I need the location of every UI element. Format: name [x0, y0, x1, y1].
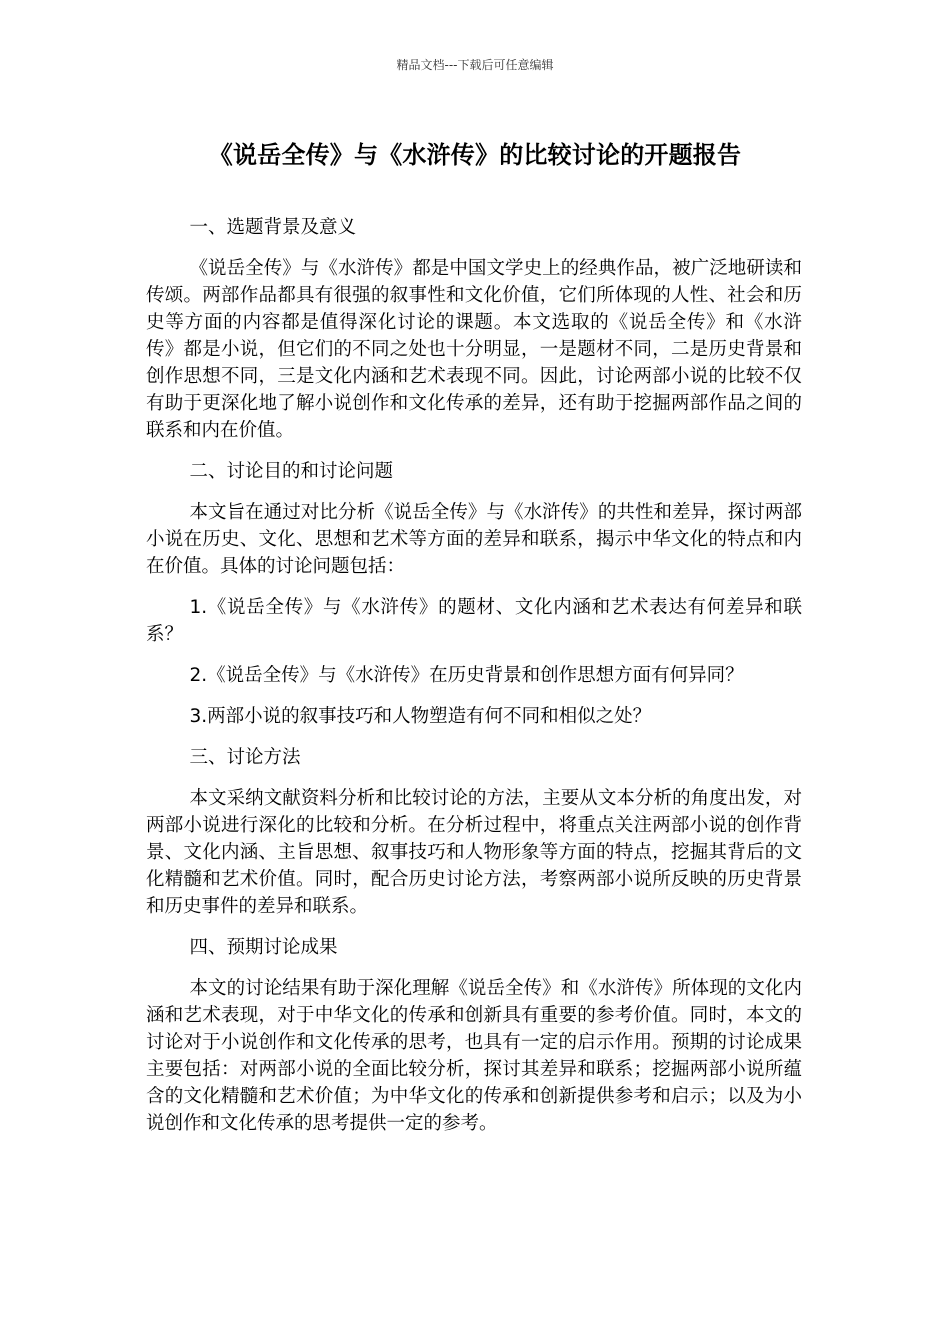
question-item-1: 1.《说岳全传》与《水浒传》的题材、文化内涵和艺术表达有何差异和联系？ [146, 597, 802, 645]
document-body [146, 214, 802, 1151]
section-heading-method: 三、讨论方法 [189, 747, 301, 768]
paragraph-background: 《说岳全传》与《水浒传》都是中国文学史上的经典作品，被广泛地研读和传颂。两部作品都具有很强的叙事性和文化价值，它们所体现的人性、社会和历史等方面的内容都是值得深化讨论的课题。本文选取的《说岳全传》和《水浒传》都是小说，但它们的不同之处也十分明显，一是题材不同，二是历史背景和创作思想不同，三是文化内涵和艺术表现不同。因此，讨论两部小说的比较不仅有助于更深化地了解小说创作和文化传承的差异，还有助于挖掘两部作品之间的联系和内在价值。 [146, 258, 802, 441]
paragraph-method: 本文采纳文献资料分析和比较讨论的方法，主要从文本分析的角度出发，对两部小说进行深化的比较和分析。在分析过程中，将重点关注两部小说的创作背景、文化内涵、主旨思想、叙事技巧和人物形象等方面的特点，挖掘其背后的文化精髓和艺术价值。同时，配合历史讨论方法，考察两部小说所反映的历史背景和历史事件的差异和联系。 [146, 788, 802, 917]
section-heading-purpose: 二、讨论目的和讨论问题 [189, 461, 393, 482]
question-item-2: 2.《说岳全传》与《水浒传》在历史背景和创作思想方面有何异同？ [189, 665, 744, 686]
document-title: 《说岳全传》与《水浒传》的比较讨论的开题报告 [208, 141, 742, 169]
question-item-3: 3.两部小说的叙事技巧和人物塑造有何不同和相似之处？ [189, 706, 652, 727]
paragraph-results: 本文的讨论结果有助于深化理解《说岳全传》和《水浒传》所体现的文化内涵和艺术表现，对于中华文化的传承和创新具有重要的参考价值。同时，本文的讨论对于小说创作和文化传承的思考，也具有一定的启示作用。预期的讨论成果主要包括：对两部小说的全面比较分析，探讨其差异和联系；挖掘两部小说所蕴含的文化精髓和艺术价值；为中华文化的传承和创新提供参考和启示；以及为小说创作和文化传承的思考提供一定的参考。 [146, 978, 802, 1134]
section-heading-background: 一、选题背景及意义 [189, 217, 356, 238]
paragraph-purpose: 本文旨在通过对比分析《说岳全传》与《水浒传》的共性和差异，探讨两部小说在历史、文化、思想和艺术等方面的差异和联系，揭示中华文化的特点和内在价值。具体的讨论问题包括： [146, 502, 802, 577]
header-note: 精品文档---下载后可任意编辑 [396, 58, 554, 72]
section-heading-results: 四、预期讨论成果 [189, 937, 338, 958]
